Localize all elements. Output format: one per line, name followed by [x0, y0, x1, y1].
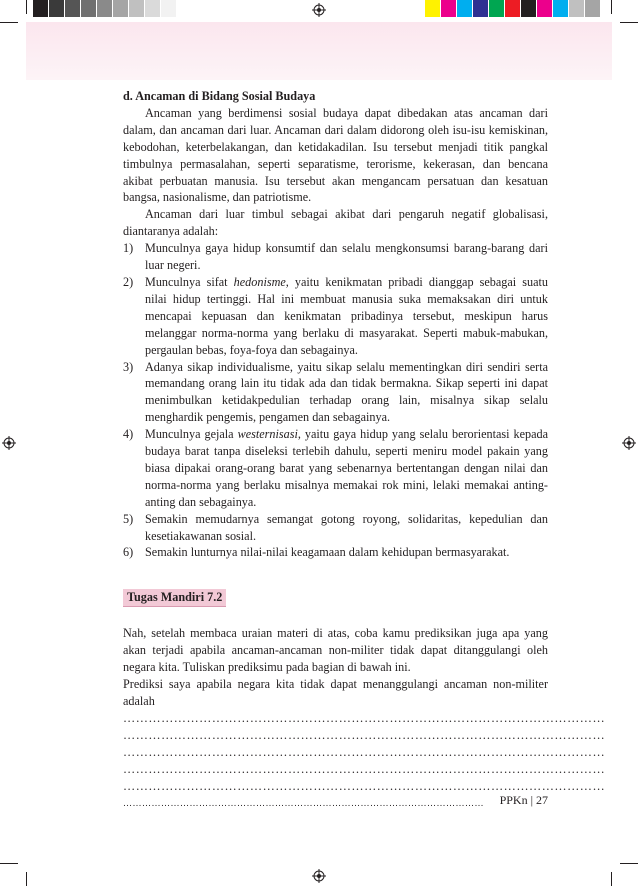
list-number: 4)	[123, 427, 134, 442]
page-footer: PPKn | 27	[499, 793, 548, 807]
gray-swatch	[81, 0, 97, 17]
list-item	[123, 274, 548, 359]
crop-mark	[620, 863, 638, 864]
color-swatch	[521, 0, 537, 17]
crop-mark	[0, 22, 18, 23]
gray-swatch	[145, 0, 161, 17]
list-item	[123, 240, 548, 274]
list-number: 5)	[123, 511, 134, 526]
list-emphasis: westernisasi	[237, 427, 298, 442]
header-band	[26, 22, 612, 80]
crop-mark	[620, 22, 638, 23]
list-text: Munculnya sifat	[145, 274, 234, 289]
color-swatch	[585, 0, 601, 17]
color-swatch	[425, 0, 441, 17]
answer-line[interactable]: ……………………………………………………………………………………………………	[123, 778, 606, 793]
answer-line[interactable]: ……………………………………………………………………………………………………	[123, 710, 606, 725]
gray-swatch	[129, 0, 145, 17]
section-paragraph: Ancaman yang berdimensi sosial budaya dapat dibedakan atas ancaman dari dalam, dan ancaman dari luar. Ancaman dari dalam didorong oleh isu-isu kemiskinan, kebodohan, keterbelakangan, dan ketidakadilan. Isu tersebut menjadi titik pangkal timbulnya permasalahan, seperti separatisme, terorisme, kekerasan, dan bencana akibat perbuatan manusia. Isu tersebut akan mengancam persatuan dan kesatuan bangsa, nasionalisme, dan patriotisme.	[123, 105, 548, 205]
list-item	[123, 359, 548, 427]
color-swatch	[505, 0, 521, 17]
list-number: 6)	[123, 545, 134, 560]
color-swatch	[553, 0, 569, 17]
list-text: Semakin lunturnya nilai-nilai keagamaan dalam kehidupan bermasyarakat.	[145, 545, 510, 560]
gray-swatch	[33, 0, 49, 17]
color-swatch	[537, 0, 553, 17]
gray-swatch	[49, 0, 65, 17]
list-number: 1)	[123, 241, 134, 256]
crop-mark	[26, 0, 27, 14]
gray-swatch	[97, 0, 113, 17]
list-item	[123, 426, 548, 511]
color-swatch	[457, 0, 473, 17]
threat-list	[123, 240, 548, 561]
list-emphasis: hedonisme,	[233, 274, 289, 289]
list-text: yaitu kenikmatan pribadi dianggap sebagai suatu nilai hidup tertinggi. Hal ini membuat manusia suka memaksakan diri untuk mencapai kepuasan dan kenikmatan pribadinya tersebut, meskipun harus melanggar norma-norma yang berlaku di masyarakat. Seperti mabuk-mabukan, pergaulan bebas, foya-foya dan sebagainya.	[145, 274, 548, 357]
list-text: Munculnya gaya hidup konsumtif dan selalu mengkonsumsi barang-barang dari luar negeri.	[145, 241, 548, 273]
answer-line[interactable]: ……………………………………………………………………………………………………	[123, 761, 606, 776]
color-swatch	[569, 0, 585, 17]
registration-mark-icon	[312, 3, 326, 17]
list-item	[123, 544, 548, 561]
crop-mark	[26, 872, 27, 886]
section-paragraph: Ancaman dari luar timbul sebagai akibat dari pengaruh negatif globalisasi, diantaranya adalah:	[123, 207, 548, 239]
task-paragraph: Nah, setelah membaca uraian materi di atas, coba kamu prediksikan juga apa yang akan terjadi apabila ancaman-ancaman non-militer tidak dapat ditanggulangi oleh negara kita. Tuliskan prediksimu pada bagian di bawah ini.	[123, 626, 548, 675]
gray-swatch	[113, 0, 129, 17]
list-text: Semakin memudarnya semangat gotong royong, solidaritas, kepedulian dan kesetiakawanan sosial.	[145, 511, 548, 543]
color-swatch	[473, 0, 489, 17]
crop-mark	[611, 0, 612, 14]
color-swatch	[441, 0, 457, 17]
crop-mark	[0, 863, 18, 864]
main-content	[123, 88, 606, 812]
crop-mark	[611, 872, 612, 886]
list-text: , yaitu gaya hidup yang selalu berorientasi kepada budaya barat tanpa diseleksi terlebih dahulu, seperti meniru model pakain yang biasa dipakai orang-orang barat yang sebenarnya bertentangan dengan nilai dan norma-norma yang berlaku misalnya memakai rok mini, lelaki memakai anting-anting dan sebagainya.	[145, 427, 548, 509]
answer-line[interactable]: ……………………………………………………………………………………………………	[123, 727, 606, 742]
answer-line[interactable]: ……………………………………………………………………………………………………	[123, 744, 606, 759]
task-prompt: Prediksi saya apabila negara kita tidak dapat menanggulangi ancaman non-militer adalah	[123, 677, 548, 708]
color-swatch	[489, 0, 505, 17]
list-text: Adanya sikap individualisme, yaitu sikap selalu mementingkan diri sendiri serta memandang orang lain itu tidak ada dan tidak bermakna. Sikap seperti ini dapat menimbulkan ketidakpedulian terhadap orang lain, misalnya sikap selalu menghardik pengemis, pengamen dan sebagainya.	[145, 359, 548, 425]
list-item	[123, 511, 548, 545]
list-number: 2)	[123, 274, 134, 289]
list-text: Munculnya gejala	[145, 427, 238, 442]
registration-mark-icon	[622, 436, 636, 450]
gray-swatch	[161, 0, 177, 17]
task-label: Tugas Mandiri 7.2	[123, 589, 226, 607]
grayscale-bar	[33, 0, 193, 17]
answer-line[interactable]: ……………………………………………………………………………………………………	[123, 797, 484, 808]
section-heading: d. Ancaman di Bidang Sosial Budaya	[123, 89, 316, 103]
registration-mark-icon	[312, 869, 326, 883]
gray-swatch	[65, 0, 81, 17]
process-color-bar	[425, 0, 601, 17]
gray-swatch	[177, 0, 193, 17]
list-number: 3)	[123, 359, 134, 374]
registration-mark-icon	[2, 436, 16, 450]
